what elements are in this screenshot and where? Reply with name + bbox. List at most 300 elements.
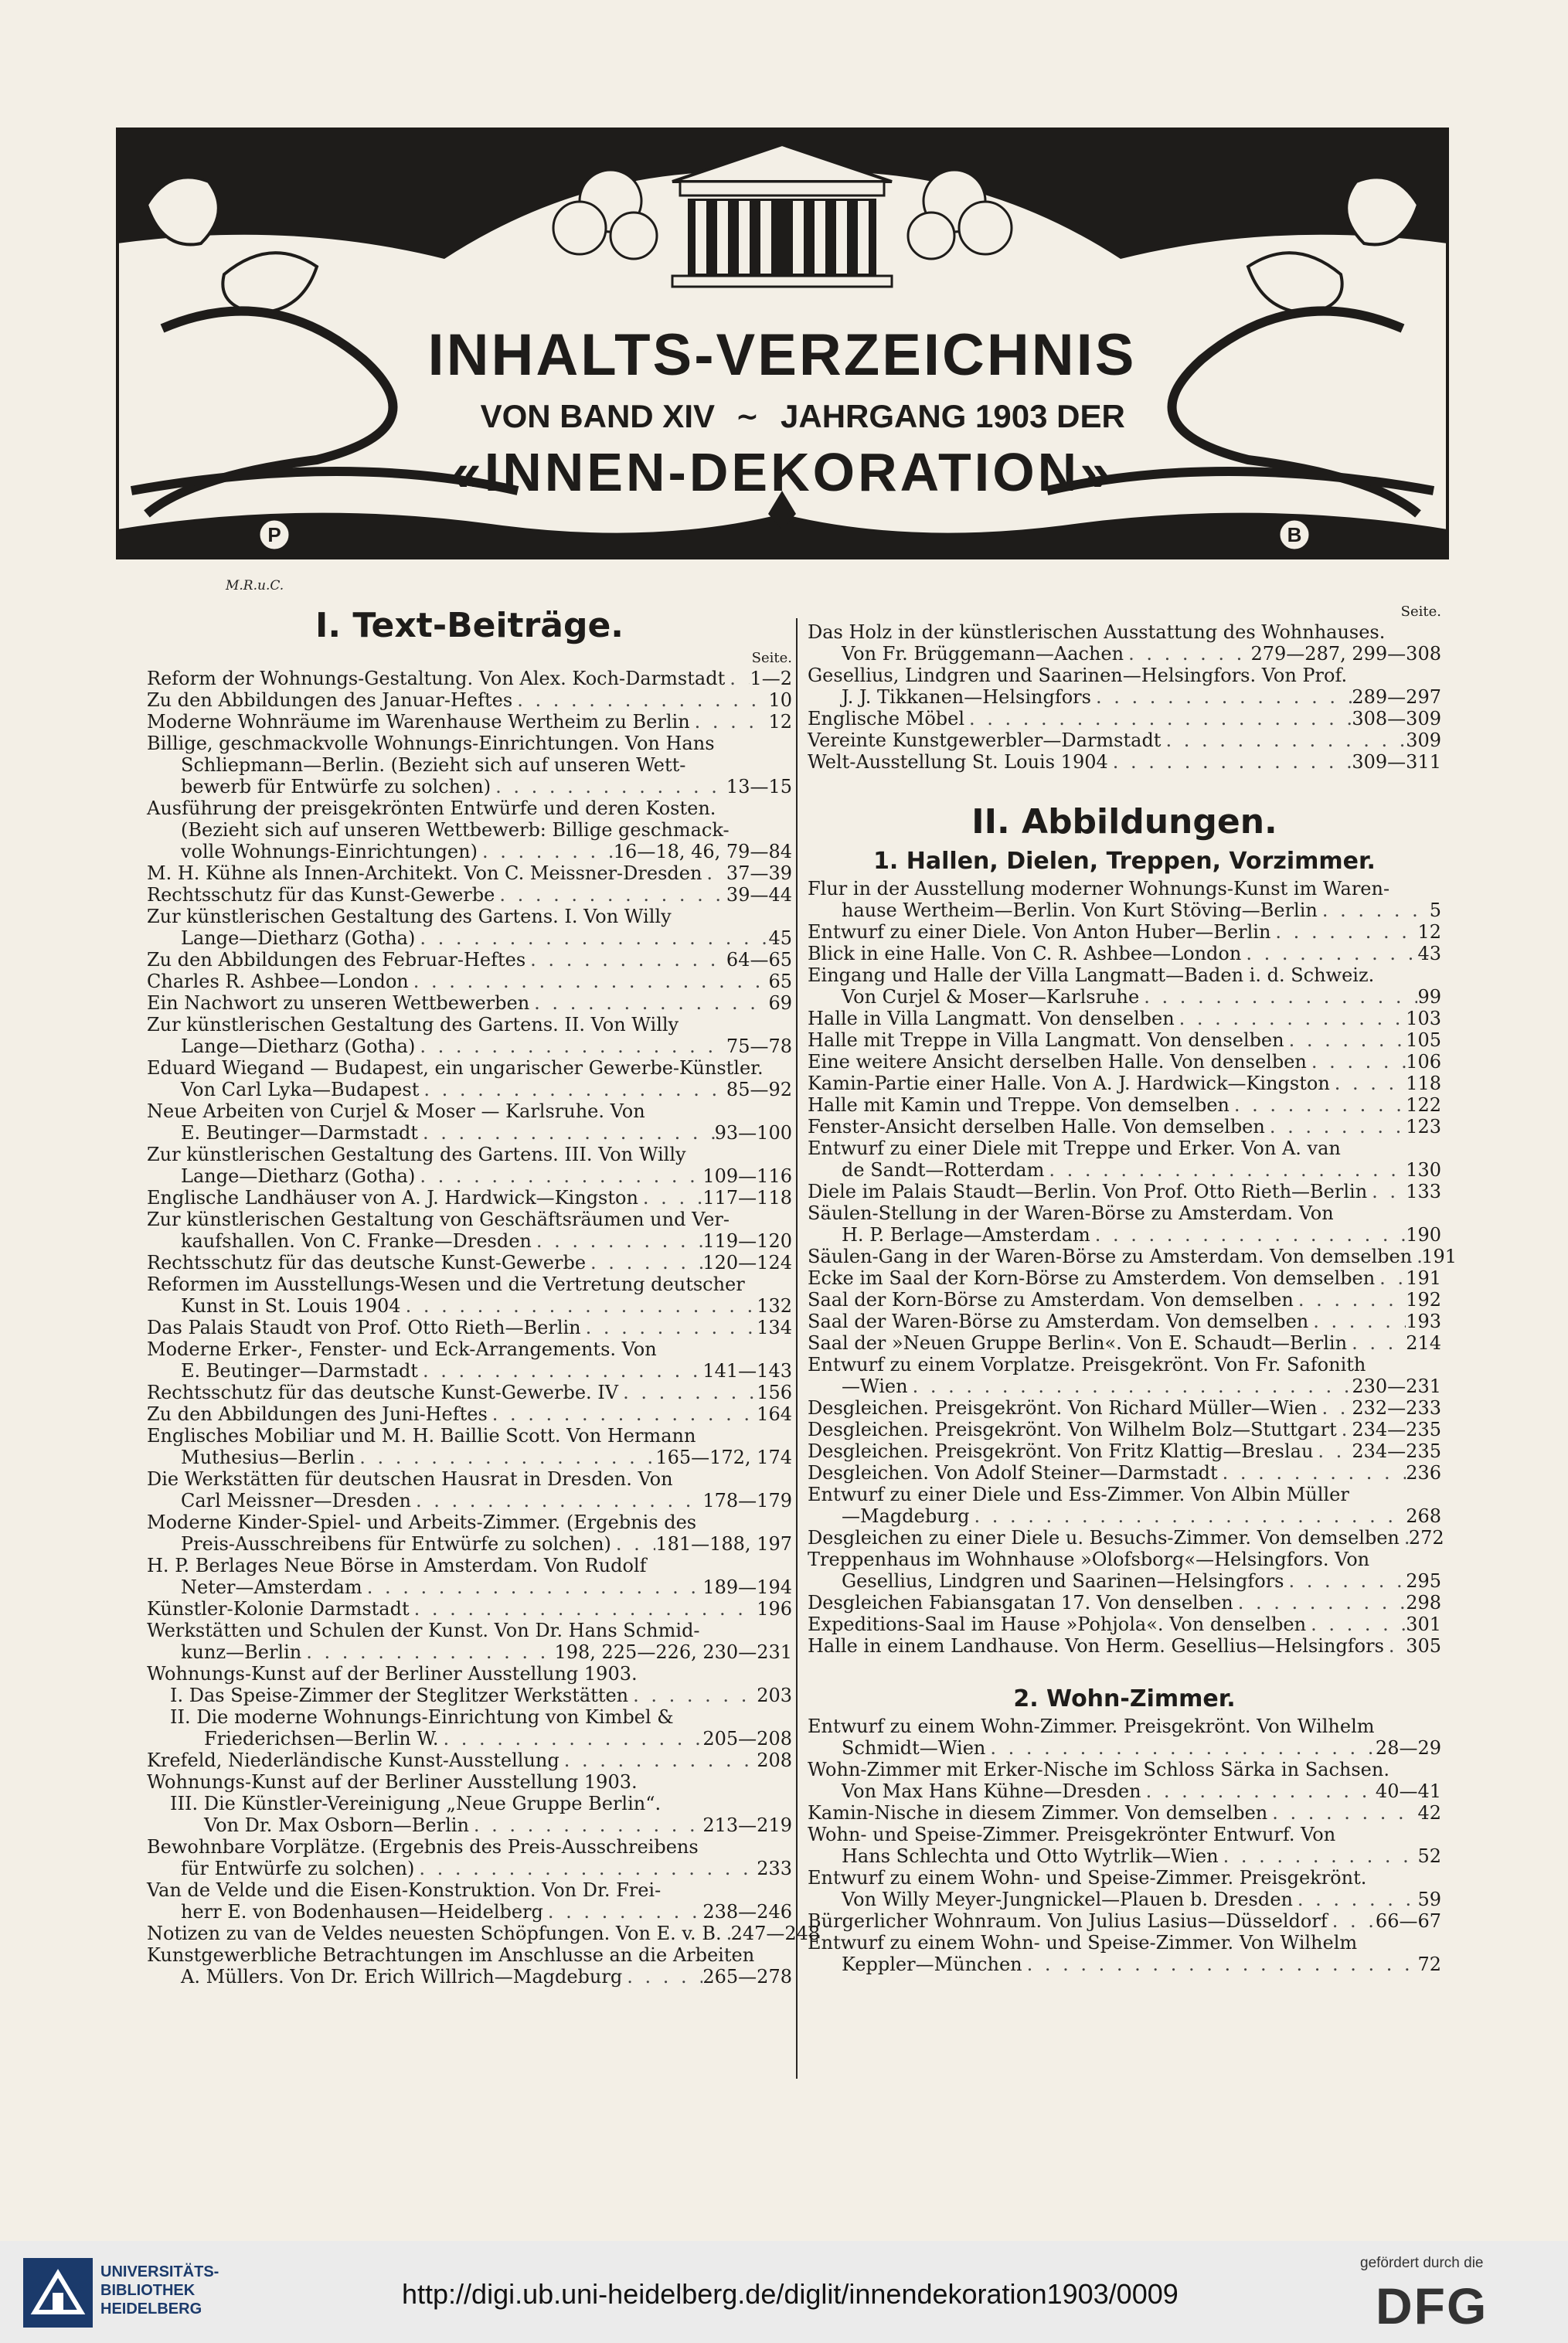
toc-entry-title: Halle in einem Landhause. Von Herm. Gesellius—Helsingfors xyxy=(808,1635,1384,1657)
toc-entry-title: Kamin-Partie einer Halle. Von A. J. Hardwick—Kingston xyxy=(808,1073,1330,1094)
toc-entry-title-continued: bewerb für Entwürfe zu solchen) xyxy=(181,776,491,797)
toc-entry xyxy=(147,689,792,711)
toc-entry xyxy=(147,1555,792,1598)
toc-entry-page: 37—39 xyxy=(726,862,792,884)
toc-entry-title: Kamin-Nische in diesem Zimmer. Von demselben xyxy=(808,1802,1268,1824)
toc-entry-page: 178—179 xyxy=(702,1490,792,1512)
toc-entry xyxy=(147,1598,792,1620)
toc-entry-page: 232—233 xyxy=(1352,1397,1441,1419)
toc-entry-page: 196 xyxy=(757,1598,792,1620)
toc-entry-page: 130 xyxy=(1406,1159,1441,1181)
toc-entry xyxy=(147,1057,792,1100)
toc-entry xyxy=(808,1635,1441,1657)
toc-entry-title-continued: Lange—Dietharz (Gotha) xyxy=(181,1165,416,1187)
toc-entry xyxy=(808,964,1441,1008)
toc-entry-title-continued: Carl Meissner—Dresden xyxy=(181,1490,411,1512)
toc-entry xyxy=(808,1462,1441,1484)
toc-entry-title: Halle in Villa Langmatt. Von denselben xyxy=(808,1008,1175,1029)
toc-entry-page: 203 xyxy=(757,1685,792,1706)
toc-entry-page: 122 xyxy=(1406,1094,1441,1116)
toc-entry-page: 238—246 xyxy=(702,1901,792,1923)
toc-entry-title-continued: —Magdeburg xyxy=(842,1505,970,1527)
toc-entry-page: 109—116 xyxy=(702,1165,792,1187)
toc-entry xyxy=(147,906,792,949)
toc-entry-title: Wohn-Zimmer mit Erker-Nische im Schloss Särka in Sachsen. xyxy=(808,1759,1389,1780)
toc-entry xyxy=(147,1425,792,1468)
toc-entry-title-continued: E. Beutinger—Darmstadt xyxy=(181,1122,418,1144)
banner-journal-name: «INNEN-DEKORATION» xyxy=(451,442,1114,502)
toc-entry xyxy=(147,1382,792,1403)
toc-entry-title: Neue Arbeiten von Curjel & Moser — Karlsruhe. Von xyxy=(147,1100,645,1122)
toc-entry-page: 134 xyxy=(757,1317,792,1338)
toc-entry-title: Desgleichen. Preisgekrönt. Von Fritz Klattig—Breslau xyxy=(808,1440,1314,1462)
toc-entry xyxy=(808,1311,1441,1332)
toc-entry-title-continued: Von Willy Meyer-Jungnickel—Plauen b. Dresden xyxy=(842,1889,1293,1910)
toc-entry xyxy=(808,1008,1441,1029)
toc-entry xyxy=(147,1252,792,1274)
toc-entry-title: Ein Nachwort zu unseren Wettbewerben xyxy=(147,992,530,1014)
toc-entry-page: 105 xyxy=(1406,1029,1441,1051)
toc-entry xyxy=(808,1202,1441,1246)
toc-entry xyxy=(147,1014,792,1057)
toc-entry-page: 265—278 xyxy=(702,1966,792,1988)
page-column-label: Seite. xyxy=(751,650,792,666)
toc-entry xyxy=(808,1759,1441,1802)
toc-entry-title: Entwurf zu einer Diele und Ess-Zimmer. Von Albin Müller xyxy=(808,1484,1349,1505)
toc-entry-title: Eingang und Halle der Villa Langmatt—Baden i. d. Schweiz. xyxy=(808,964,1375,986)
left-column xyxy=(147,603,821,1988)
toc-entry xyxy=(808,1910,1441,1932)
toc-entry-title: Wohn- und Speise-Zimmer. Preisgekrönter Entwurf. Von xyxy=(808,1824,1336,1845)
toc-entry-page: 16—18, 46, 79—84 xyxy=(613,841,792,862)
toc-entry-title: Zu den Abbildungen des Februar-Heftes xyxy=(147,949,526,971)
toc-entry-page: 308—309 xyxy=(1352,708,1441,729)
toc-entry-title-continued: kaufshallen. Von C. Franke—Dresden xyxy=(181,1230,532,1252)
toc-entry-title: Säulen-Gang in der Waren-Börse zu Amsterdam. Von demselben xyxy=(808,1246,1413,1267)
banner-subtitle-left: VON BAND XIV xyxy=(480,398,715,434)
toc-entry-title: Werkstätten und Schulen der Kunst. Von Dr. Hans Schmid- xyxy=(147,1620,700,1641)
toc-entry-title-continued: Kunst in St. Louis 1904 xyxy=(181,1295,401,1317)
toc-entry-page: 295 xyxy=(1406,1570,1441,1592)
toc-entry-title: Halle mit Kamin und Treppe. Von demselben xyxy=(808,1094,1230,1116)
toc-entry-title-continued: Hans Schlechta und Otto Wytrlik—Wien xyxy=(842,1845,1219,1867)
toc-entry-title: Bürgerlicher Wohnraum. Von Julius Lasius—Düsseldorf xyxy=(808,1910,1328,1932)
toc-entry-title-continued: A. Müllers. Von Dr. Erich Willrich—Magdeburg xyxy=(181,1966,623,1988)
toc-entry-title: Entwurf zu einem Wohn-Zimmer. Preisgekrönt. Von Wilhelm xyxy=(808,1716,1375,1737)
toc-entry-title: Zur künstlerischen Gestaltung des Gartens. I. Von Willy xyxy=(147,906,672,927)
toc-entry xyxy=(808,1867,1441,1910)
toc-entry-title: Künstler-Kolonie Darmstadt xyxy=(147,1598,410,1620)
toc-entry-page: 13—15 xyxy=(726,776,792,797)
toc-entry-title: Moderne Kinder-Spiel- und Arbeits-Zimmer. (Ergebnis des xyxy=(147,1512,697,1533)
toc-entry-page: 298 xyxy=(1406,1592,1441,1614)
toc-entry-title: Entwurf zu einer Diele mit Treppe und Erker. Von A. van xyxy=(808,1137,1341,1159)
toc-entry xyxy=(808,1802,1441,1824)
toc-entry xyxy=(147,668,792,689)
dfg-logo: DFG xyxy=(1376,2277,1488,2334)
toc-entry xyxy=(808,1614,1441,1635)
toc-entry xyxy=(808,1354,1441,1397)
toc-entry-title-continued: Schmidt—Wien xyxy=(842,1737,986,1759)
toc-entry-title: Zu den Abbildungen des Juni-Heftes xyxy=(147,1403,488,1425)
toc-entry-title: Eduard Wiegand — Budapest, ein ungarischer Gewerbe-Künstler. xyxy=(147,1057,764,1079)
toc-entry-page: 117—118 xyxy=(702,1187,792,1209)
toc-entry-title: Van de Velde und die Eisen-Konstruktion. Von Dr. Frei- xyxy=(147,1879,662,1901)
toc-entry-page: 118 xyxy=(1406,1073,1441,1094)
toc-entry-title: Charles R. Ashbee—London xyxy=(147,971,409,992)
toc-entry xyxy=(147,797,792,862)
library-name: UNIVERSITÄTS- BIBLIOTHEK HEIDELBERG xyxy=(100,2263,219,2317)
toc-entry xyxy=(808,1932,1441,1975)
banner-title: INHALTS-VERZEICHNIS xyxy=(427,322,1137,388)
toc-entry-title: Zu den Abbildungen des Januar-Heftes xyxy=(147,689,513,711)
toc-entry-page: 45 xyxy=(768,927,792,949)
right-column xyxy=(808,603,1457,1975)
column-divider xyxy=(796,618,798,2079)
living-rooms-list xyxy=(808,1716,1441,1975)
toc-entry-title: Desgleichen Fabiansgatan 17. Von denselben xyxy=(808,1592,1233,1614)
toc-entry-page: 93—100 xyxy=(714,1122,792,1144)
toc-entry-title-continued: Gesellius, Lindgren und Saarinen—Helsingfors xyxy=(842,1570,1284,1592)
toc-entry xyxy=(147,1620,792,1663)
toc-entry-title: Welt-Ausstellung St. Louis 1904 xyxy=(808,751,1108,773)
toc-entry xyxy=(808,1419,1441,1440)
toc-entry-title: Saal der Waren-Börse zu Amsterdam. Von demselben xyxy=(808,1311,1309,1332)
toc-entry-title-continued: Von Curjel & Moser—Karlsruhe xyxy=(842,986,1140,1008)
toc-entry-title: Moderne Wohnräume im Warenhause Wertheim zu Berlin xyxy=(147,711,690,733)
toc-entry-title-continued: herr E. von Bodenhausen—Heidelberg xyxy=(181,1901,543,1923)
toc-entry xyxy=(147,1793,792,1836)
toc-entry-title: Rechtsschutz für das deutsche Kunst-Gewerbe xyxy=(147,1252,587,1274)
toc-entry xyxy=(808,943,1441,964)
toc-entry-title-continued: kunz—Berlin xyxy=(181,1641,302,1663)
toc-entry xyxy=(808,1592,1441,1614)
toc-entry-page: 75—78 xyxy=(726,1035,792,1057)
toc-entry xyxy=(808,1116,1441,1137)
toc-entry-title-continued: für Entwürfe zu solchen) xyxy=(181,1858,415,1879)
funded-by-label: gefördert durch die xyxy=(1360,2255,1484,2271)
toc-entry xyxy=(147,1317,792,1338)
toc-entry-title: Notizen zu van de Veldes neuesten Schöpfungen. Von E. v. B. xyxy=(147,1923,722,1944)
toc-entry xyxy=(147,1836,792,1879)
toc-entry-page: 42 xyxy=(1417,1802,1441,1824)
toc-entry-page: 123 xyxy=(1406,1116,1441,1137)
toc-entry-title: Desgleichen zu einer Diele u. Besuchs-Zimmer. Von demselben xyxy=(808,1527,1400,1549)
toc-entry-title: Entwurf zu einem Wohn- und Speise-Zimmer. Preisgekrönt. xyxy=(808,1867,1367,1889)
toc-entry-page: 189—194 xyxy=(702,1576,792,1598)
toc-entry-title: Bewohnbare Vorplätze. (Ergebnis des Preis-Ausschreibens xyxy=(147,1836,699,1858)
toc-entry-page: 5 xyxy=(1429,899,1441,921)
toc-entry-page: 85—92 xyxy=(726,1079,792,1100)
toc-entry xyxy=(147,1771,792,1793)
toc-entry-page: 198, 225—226, 230—231 xyxy=(554,1641,792,1663)
toc-entry xyxy=(147,1468,792,1512)
toc-entry xyxy=(808,1029,1441,1051)
toc-entry-title: Zur künstlerischen Gestaltung des Gartens. II. Von Willy xyxy=(147,1014,679,1035)
toc-entry-title-continued: E. Beutinger—Darmstadt xyxy=(181,1360,418,1382)
toc-entry-title-continued: Preis-Ausschreibens für Entwürfe zu solchen) xyxy=(181,1533,611,1555)
toc-entry xyxy=(147,1663,792,1685)
toc-entry-title: Blick in eine Halle. Von C. R. Ashbee—London xyxy=(808,943,1242,964)
toc-entry-page: 191 xyxy=(1421,1246,1457,1267)
toc-entry-title: Krefeld, Niederländische Kunst-Ausstellung xyxy=(147,1750,560,1771)
toc-entry-title: Desgleichen. Preisgekrönt. Von Richard Müller—Wien xyxy=(808,1397,1318,1419)
toc-entry-page: 52 xyxy=(1417,1845,1441,1867)
toc-entry xyxy=(147,1187,792,1209)
toc-entry-title-continued: J. J. Tikkanen—Helsingfors xyxy=(842,686,1091,708)
toc-entry-title: Vereinte Kunstgewerbler—Darmstadt xyxy=(808,729,1162,751)
toc-entry-title-continued: volle Wohnungs-Einrichtungen) xyxy=(181,841,478,862)
toc-entry xyxy=(808,1440,1441,1462)
toc-entry-title: M. H. Kühne als Innen-Architekt. Von C. Meissner-Dresden xyxy=(147,862,702,884)
toc-entry-title: Desgleichen. Preisgekrönt. Von Wilhelm Bolz—Stuttgart xyxy=(808,1419,1337,1440)
toc-entry xyxy=(808,1181,1441,1202)
toc-entry-title: Eine weitere Ansicht derselben Halle. Von denselben xyxy=(808,1051,1307,1073)
toc-entry-page: 214 xyxy=(1406,1332,1441,1354)
toc-entry-title: Rechtsschutz für das Kunst-Gewerbe xyxy=(147,884,495,906)
toc-entry xyxy=(147,1750,792,1771)
toc-entry-title-continued: Von Carl Lyka—Budapest xyxy=(181,1079,420,1100)
toc-entry-title: Englisches Mobiliar und M. H. Baillie Scott. Von Hermann xyxy=(147,1425,696,1447)
toc-entry-title-continued: Lange—Dietharz (Gotha) xyxy=(181,927,416,949)
toc-entry xyxy=(147,1706,792,1750)
toc-entry-title: Ausführung der preisgekrönten Entwürfe und deren Kosten. (Bezieht sich auf unseren Wettbewerb: Billige geschmack- xyxy=(147,797,730,841)
toc-entry xyxy=(147,884,792,906)
toc-entry-title: Säulen-Stellung in der Waren-Börse zu Amsterdam. Von xyxy=(808,1202,1334,1224)
toc-entry-page: 268 xyxy=(1406,1505,1441,1527)
toc-entry-title: I. Das Speise-Zimmer der Steglitzer Werkstätten xyxy=(170,1685,629,1706)
toc-entry-title: II. Die moderne Wohnungs-Einrichtung von Kimbel & xyxy=(170,1706,674,1728)
toc-entry xyxy=(808,1824,1441,1867)
page-column-label-right: Seite. xyxy=(1400,604,1441,620)
toc-entry-page: 192 xyxy=(1406,1289,1441,1311)
toc-entry-page: 301 xyxy=(1406,1614,1441,1635)
banner-subtitle-right: JAHRGANG 1903 DER xyxy=(781,398,1125,434)
toc-entry-page: 233 xyxy=(757,1858,792,1879)
toc-entry xyxy=(808,1051,1441,1073)
source-url-link[interactable]: http://digi.ub.uni-heidelberg.de/diglit/innendekoration1903/0009 xyxy=(402,2278,1179,2310)
toc-entry xyxy=(808,1397,1441,1419)
toc-entry-title: Das Holz in der künstlerischen Ausstattung des Wohnhauses. xyxy=(808,621,1386,643)
toc-entry xyxy=(147,949,792,971)
toc-entry-title: Saal der »Neuen Gruppe Berlin«. Von E. Schaudt—Berlin xyxy=(808,1332,1348,1354)
toc-entry-title: Halle mit Treppe in Villa Langmatt. Von denselben xyxy=(808,1029,1284,1051)
toc-entry xyxy=(147,1100,792,1144)
toc-entry xyxy=(808,1332,1441,1354)
toc-entry-title-continued: Von Dr. Max Osborn—Berlin xyxy=(204,1814,469,1836)
toc-entry-title-continued: Neter—Amsterdam xyxy=(181,1576,362,1598)
toc-entry-title: Desgleichen. Von Adolf Steiner—Darmstadt xyxy=(808,1462,1218,1484)
university-library-logo-icon xyxy=(23,2258,93,2328)
toc-entry-page: 133 xyxy=(1406,1181,1441,1202)
toc-entry-title-continued: Lange—Dietharz (Gotha) xyxy=(181,1035,416,1057)
halls-list xyxy=(808,878,1457,1657)
toc-entry-page: 106 xyxy=(1406,1051,1441,1073)
artist-signature: M.R.u.C. xyxy=(226,578,284,593)
ornamental-header-banner xyxy=(116,128,1449,568)
toc-entry xyxy=(147,1403,792,1425)
toc-entry-page: 119—120 xyxy=(702,1230,792,1252)
toc-entry-title: Billige, geschmackvolle Wohnungs-Einrichtungen. Von Hans Schliepmann—Berlin. (Bezieht sich auf unseren Wett- xyxy=(147,733,715,776)
toc-entry-page: 69 xyxy=(768,992,792,1014)
toc-entry-page: 208 xyxy=(757,1750,792,1771)
toc-entry xyxy=(147,1685,792,1706)
text-contributions-list xyxy=(147,668,821,1988)
toc-entry xyxy=(147,1144,792,1187)
monogram-left: P xyxy=(267,523,281,546)
toc-entry-page: 72 xyxy=(1417,1954,1441,1975)
toc-entry-page: 12 xyxy=(768,711,792,733)
toc-entry-page: 190 xyxy=(1406,1224,1441,1246)
toc-entry xyxy=(147,1338,792,1382)
toc-entry-title: Entwurf zu einem Vorplatze. Preisgekrönt. Von Fr. Safonith xyxy=(808,1354,1366,1376)
subsection-heading-living-rooms: 2. Wohn-Zimmer. xyxy=(1013,1685,1236,1712)
toc-entry xyxy=(808,1716,1441,1759)
toc-entry xyxy=(808,1267,1441,1289)
toc-entry-page: 309 xyxy=(1406,729,1441,751)
toc-entry-title: Treppenhaus im Wohnhause »Olofsborg«—Helsingfors. Von xyxy=(808,1549,1370,1570)
toc-entry xyxy=(808,921,1441,943)
toc-entry xyxy=(147,711,792,733)
toc-entry-title: III. Die Künstler-Vereinigung „Neue Gruppe Berlin“. xyxy=(170,1793,662,1814)
toc-entry-title: Saal der Korn-Börse zu Amsterdam. Von demselben xyxy=(808,1289,1294,1311)
toc-entry xyxy=(147,733,792,797)
toc-entry-title-continued: H. P. Berlage—Amsterdam xyxy=(842,1224,1090,1246)
section-heading-illustrations: II. Abbildungen. xyxy=(971,802,1277,842)
toc-entry-title: Kunstgewerbliche Betrachtungen im Anschlusse an die Arbeiten xyxy=(147,1944,755,1966)
toc-entry xyxy=(147,1512,792,1555)
toc-entry xyxy=(147,971,792,992)
toc-entry xyxy=(808,1246,1457,1267)
toc-entry xyxy=(808,1549,1441,1592)
toc-entry-page: 64—65 xyxy=(726,949,792,971)
toc-entry-page: 103 xyxy=(1406,1008,1441,1029)
toc-entry xyxy=(808,1137,1441,1181)
toc-entry-page: 156 xyxy=(757,1382,792,1403)
toc-entry-page: 43 xyxy=(1417,943,1441,964)
toc-entry-page: 305 xyxy=(1406,1635,1441,1657)
toc-entry xyxy=(808,621,1441,665)
toc-entry-page: 28—29 xyxy=(1375,1737,1441,1759)
toc-entry-page: 193 xyxy=(1406,1311,1441,1332)
toc-entry-title: Zur künstlerischen Gestaltung des Gartens. III. Von Willy xyxy=(147,1144,686,1165)
toc-entry-title: Rechtsschutz für das deutsche Kunst-Gewerbe. IV xyxy=(147,1382,619,1403)
toc-entry-page: 66—67 xyxy=(1375,1910,1441,1932)
toc-entry-page: 272 xyxy=(1408,1527,1444,1549)
toc-entry-title: Flur in der Ausstellung moderner Wohnungs-Kunst im Waren- xyxy=(808,878,1390,899)
subsection-heading-halls: 1. Hallen, Dielen, Treppen, Vorzimmer. xyxy=(873,848,1376,875)
toc-entry-page: 213—219 xyxy=(702,1814,792,1836)
toc-entry-page: 65 xyxy=(768,971,792,992)
toc-entry xyxy=(147,1944,792,1988)
toc-entry-title: Englische Landhäuser von A. J. Hardwick—Kingston xyxy=(147,1187,638,1209)
toc-entry xyxy=(808,1073,1441,1094)
toc-entry xyxy=(147,1879,792,1923)
toc-entry-title: Das Palais Staudt von Prof. Otto Rieth—Berlin xyxy=(147,1317,581,1338)
toc-entry-title-continued: —Wien xyxy=(842,1376,908,1397)
toc-entry-title: Expeditions-Saal im Hause »Pohjola«. Von denselben xyxy=(808,1614,1307,1635)
toc-entry-page: 39—44 xyxy=(726,884,792,906)
toc-entry-page: 230—231 xyxy=(1352,1376,1441,1397)
toc-entry-page: 59 xyxy=(1417,1889,1441,1910)
toc-entry xyxy=(808,708,1441,729)
toc-entry-title-continued: Muthesius—Berlin xyxy=(181,1447,355,1468)
toc-entry-title: Zur künstlerischen Gestaltung von Geschäftsräumen und Ver- xyxy=(147,1209,730,1230)
toc-entry xyxy=(147,862,792,884)
toc-entry-title-continued: de Sandt—Rotterdam xyxy=(842,1159,1045,1181)
toc-entry-title: Englische Möbel xyxy=(808,708,965,729)
toc-entry-title-continued: Von Max Hans Kühne—Dresden xyxy=(842,1780,1141,1802)
toc-entry-page: 309—311 xyxy=(1352,751,1441,773)
toc-entry-page: 279—287, 299—308 xyxy=(1250,643,1441,665)
toc-entry xyxy=(147,1209,792,1252)
toc-entry-title-continued: Friederichsen—Berlin W. xyxy=(204,1728,439,1750)
toc-entry-title: Ecke im Saal der Korn-Börse zu Amsterdem. Von demselben xyxy=(808,1267,1376,1289)
toc-entry xyxy=(808,665,1441,708)
toc-entry-page: 165—172, 174 xyxy=(655,1447,792,1468)
toc-entry-title: Reformen im Ausstellungs-Wesen und die Vertretung deutscher xyxy=(147,1274,745,1295)
toc-entry xyxy=(808,1094,1441,1116)
library-footer xyxy=(0,2241,1568,2343)
toc-entry xyxy=(147,1923,821,1944)
section-heading-text-contributions: I. Text-Beiträge. xyxy=(315,606,624,645)
toc-entry-page: 12 xyxy=(1417,921,1441,943)
banner-subtitle-separator: ~ xyxy=(735,401,760,433)
toc-entry-title: Fenster-Ansicht derselben Halle. Von demselben xyxy=(808,1116,1265,1137)
toc-entry-title: Entwurf zu einem Wohn- und Speise-Zimmer. Von Wilhelm xyxy=(808,1932,1358,1954)
toc-entry-page: 205—208 xyxy=(702,1728,792,1750)
toc-entry-page: 181—188, 197 xyxy=(655,1533,792,1555)
toc-entry-title: Wohnungs-Kunst auf der Berliner Ausstellung 1903. xyxy=(147,1663,638,1685)
toc-entry xyxy=(147,1274,792,1317)
toc-entry xyxy=(147,992,792,1014)
toc-entry-title: Reform der Wohnungs-Gestaltung. Von Alex. Koch-Darmstadt xyxy=(147,668,726,689)
toc-entry-page: 234—235 xyxy=(1352,1419,1441,1440)
toc-entry-page: 1—2 xyxy=(750,668,792,689)
toc-entry-title: Die Werkstätten für deutschen Hausrat in Dresden. Von xyxy=(147,1468,673,1490)
toc-entry-page: 40—41 xyxy=(1375,1780,1441,1802)
toc-entry-page: 247—248 xyxy=(730,1923,821,1944)
toc-entry-page: 236 xyxy=(1406,1462,1441,1484)
toc-entry xyxy=(808,1484,1441,1527)
toc-entry-title-continued: hause Wertheim—Berlin. Von Kurt Stöving—Berlin xyxy=(842,899,1318,921)
text-contributions-continued-list xyxy=(808,621,1441,773)
toc-entry-page: 99 xyxy=(1417,986,1441,1008)
toc-entry-page: 234—235 xyxy=(1352,1440,1441,1462)
toc-entry xyxy=(808,751,1441,773)
toc-entry-page: 132 xyxy=(757,1295,792,1317)
toc-entry-title: H. P. Berlages Neue Börse in Amsterdam. Von Rudolf xyxy=(147,1555,647,1576)
toc-entry-page: 164 xyxy=(757,1403,792,1425)
toc-entry-title: Wohnungs-Kunst auf der Berliner Ausstellung 1903. xyxy=(147,1771,638,1793)
toc-entry-title-continued: Keppler—München xyxy=(842,1954,1022,1975)
monogram-right: B xyxy=(1287,523,1302,546)
toc-entry-title-continued: Von Fr. Brüggemann—Aachen xyxy=(842,643,1124,665)
toc-entry-title: Diele im Palais Staudt—Berlin. Von Prof. Otto Rieth—Berlin xyxy=(808,1181,1368,1202)
toc-entry-page: 289—297 xyxy=(1352,686,1441,708)
toc-entry xyxy=(808,729,1441,751)
toc-entry-page: 120—124 xyxy=(702,1252,792,1274)
toc-entry xyxy=(808,878,1441,921)
toc-entry-title: Gesellius, Lindgren und Saarinen—Helsingfors. Von Prof. xyxy=(808,665,1348,686)
toc-entry-page: 10 xyxy=(768,689,792,711)
toc-entry xyxy=(808,1527,1444,1549)
toc-entry-title: Moderne Erker-, Fenster- und Eck-Arrangements. Von xyxy=(147,1338,657,1360)
toc-entry xyxy=(808,1289,1441,1311)
toc-entry-page: 191 xyxy=(1406,1267,1441,1289)
toc-entry-title: Entwurf zu einer Diele. Von Anton Huber—Berlin xyxy=(808,921,1271,943)
toc-entry-page: 141—143 xyxy=(702,1360,792,1382)
